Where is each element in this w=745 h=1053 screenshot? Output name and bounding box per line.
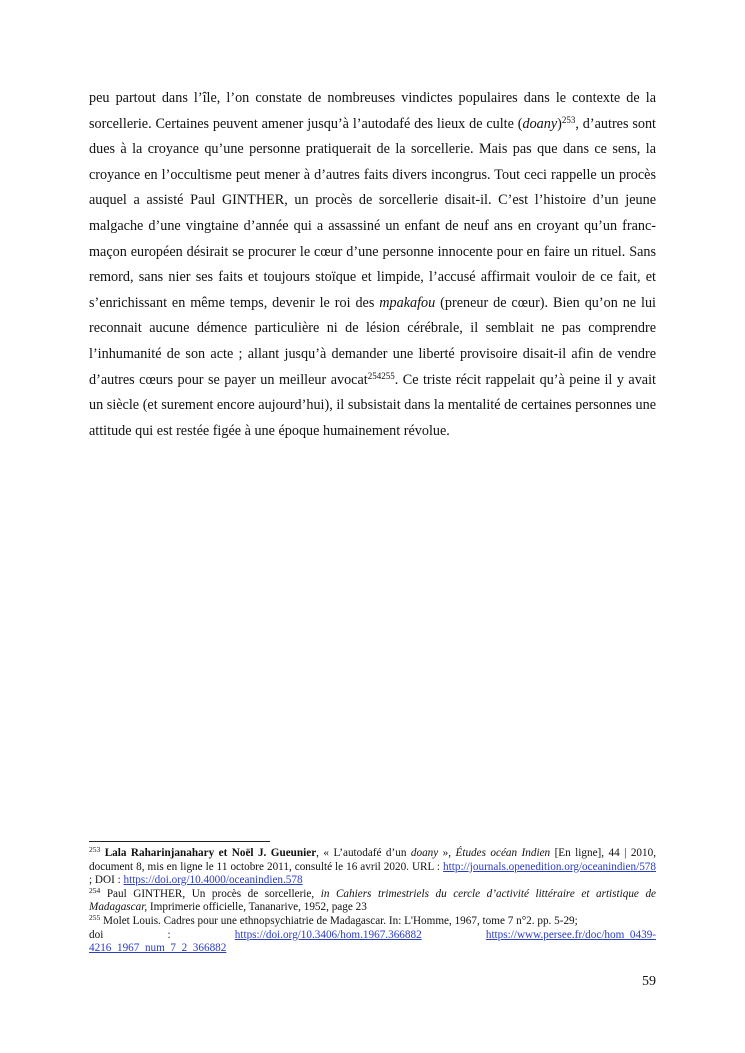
footnote-text: : <box>167 928 171 941</box>
footnote-text: , « L’autodafé d’un <box>316 847 411 859</box>
footnote-ref-253[interactable]: 253 <box>561 114 576 125</box>
footnote-255-links <box>89 929 656 943</box>
footnote-text: Paul GINTHER, Un procès de sorcellerie, <box>106 887 321 900</box>
footnote-journal: Études océan Indien <box>455 847 551 859</box>
footnote-text: ; DOI : <box>89 874 124 887</box>
footnote-number: 254 <box>89 885 101 895</box>
body-text-segment: peu partout dans l’île, l’on constate de nombreuses vindictes populaires dans le contexte de la sorcellerie. Certaines peuvent amener jusqu’à l’autodafé des lieux de culte ( <box>89 90 656 132</box>
footnote-doi-link[interactable]: https://doi.org/10.4000/oceanindien.578 <box>123 874 303 887</box>
footnote-255 <box>89 912 656 929</box>
page-number: 59 <box>642 974 656 989</box>
footnote-text: [En ligne], 44 | 2010, document 8, mis en ligne le 11 octobre 2011, consulté le 16 avril 2020. URL : <box>89 847 656 873</box>
body-text-segment: , d’autres sont dues à la croyance qu’une personne pratiquerait de la sorcellerie. Mais pas que dans ce sens, la croyance en l’occultisme peut mener à d’autres faits divers incongrus. Tout ceci rappelle un procès auquel a assisté Paul GINTHER, un procès de sorcellerie disait-il. C’est l’histoire d’un jeune malgache d’une vingtaine d’année qui a assassiné un enfant de neuf ans en croyant qu’un franc-maçon européen désirait se procurer le cœur d’une personne innocente pour en faire un rituel. Sans remord, sans nier ses faits et toujours stoïque et limpide, l’accusé affirmait vouloir de ce fait, et s’enrichissant en même temps, devenir le roi des <box>89 115 656 311</box>
footnote-text: Molet Louis. Cadres pour une ethnopsychiatrie de Madagascar. In: L'Homme, 1967, tome 7 n°2. pp. 5-29; <box>103 914 578 927</box>
footnote-number: 255 <box>89 912 101 922</box>
body-paragraph <box>89 86 656 444</box>
footnote-doi-link[interactable]: https://doi.org/10.3406/hom.1967.366882 <box>234 928 422 941</box>
footnote-255-links-cont <box>89 942 656 956</box>
footnote-authors: Lala Raharinjanahary et Noël J. Gueunier <box>104 847 317 859</box>
footnote-url-link[interactable]: http://journals.openedition.org/oceanindien/578 <box>443 860 656 873</box>
footnote-254 <box>89 885 657 915</box>
footnote-italic: doany <box>410 847 439 859</box>
body-text-segment: . Ce triste récit rappelait qu’à peine il y avait un siècle (et surement encore aujourd’hui), il subsistait dans la mentalité de certaines personnes une attitude qui est restée figée à une époque humainement révolue. <box>89 371 656 439</box>
body-text-segment: ) <box>557 115 562 132</box>
footnote-separator <box>89 841 270 842</box>
footnote-253 <box>89 847 656 888</box>
footnote-text: », <box>438 847 456 859</box>
footnote-text: doi <box>89 928 104 941</box>
footnote-italic: in Cahiers trimestriels du cercle d’activité littéraire et artistique de Madagascar, <box>89 887 657 914</box>
body-italic-term: mpakafou <box>379 294 436 311</box>
footnote-text: Imprimerie officielle, Tananarive, 1952, page 23 <box>147 901 367 914</box>
footnote-persee-link[interactable]: 4216_1967_num_7_2_366882 <box>89 942 227 955</box>
footnotes-section <box>89 847 656 956</box>
footnote-persee-link[interactable]: https://www.persee.fr/doc/hom_0439- <box>485 928 657 941</box>
footnote-ref-254[interactable]: 254 <box>367 370 382 381</box>
body-italic-term: doany <box>522 115 558 132</box>
body-text-segment: (preneur de cœur). Bien qu’on ne lui reconnait aucune démence particulière ni de lésion cérébrale, il semblait ne pas comprendre l’inhumanité de son acte ; allant jusqu’à demander une liberté provisoire disait-il afin de vendre d’autres cœurs pour se payer un meilleur avocat <box>89 294 656 388</box>
footnote-number: 253 <box>89 845 101 854</box>
footnote-ref-255[interactable]: 255 <box>381 370 395 381</box>
